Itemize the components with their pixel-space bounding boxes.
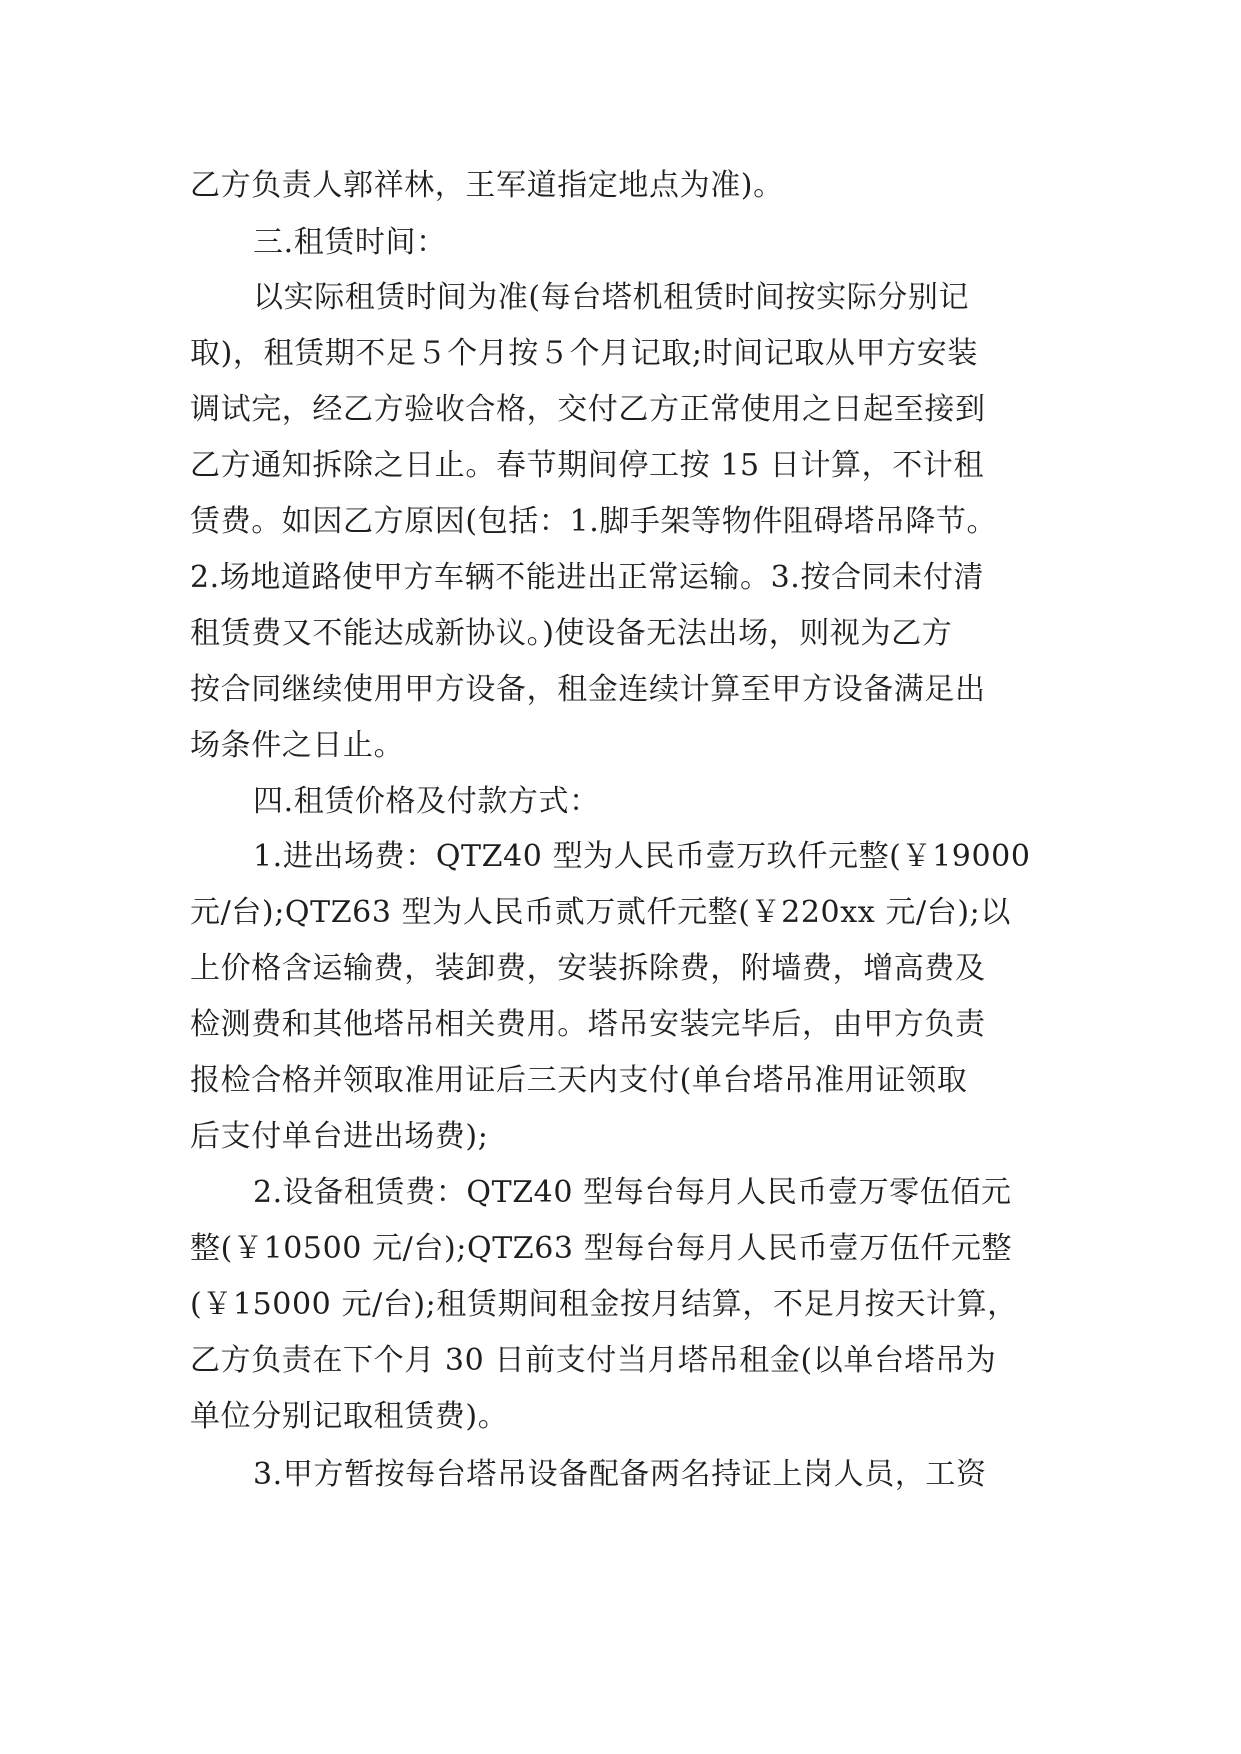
text-line: 检测费和其他塔吊相关费用。塔吊安装完毕后，由甲方负责 xyxy=(190,1007,986,1042)
section-heading: 四.租赁价格及付款方式： xyxy=(253,784,600,819)
text-line: 租赁费又不能达成新协议。)使设备无法出场，则视为乙方 xyxy=(190,616,953,651)
text-line: (￥15000 元/台);租赁期间租金按月结算，不足月按天计算， xyxy=(190,1287,1018,1322)
text-line: 按合同继续使用甲方设备，租金连续计算至甲方设备满足出 xyxy=(190,672,986,707)
text-line: 乙方通知拆除之日止。春节期间停工按 15 日计算，不计租 xyxy=(190,448,985,483)
text-line: 后支付单台进出场费); xyxy=(190,1119,489,1154)
text-line: 乙方负责在下个月 30 日前支付当月塔吊租金(以单台塔吊为 xyxy=(190,1343,997,1378)
text-line: 元/台);QTZ63 型为人民币贰万贰仟元整(￥220xx 元/台);以 xyxy=(190,895,1011,930)
text-line: 2.设备租赁费：QTZ40 型每台每月人民币壹万零伍佰元 xyxy=(253,1175,1012,1210)
text-line: 赁费。如因乙方原因(包括：1.脚手架等物件阻碍塔吊降节。 xyxy=(190,504,998,539)
text-line: 单位分别记取租赁费)。 xyxy=(190,1399,509,1434)
text-line: 乙方负责人郭祥林，王军道指定地点为准)。 xyxy=(190,168,784,203)
text-line: 取)，租赁期不足５个月按５个月记取;时间记取从甲方安装 xyxy=(190,336,979,371)
text-line: 场条件之日止。 xyxy=(190,728,405,763)
section-heading: 三.租赁时间： xyxy=(253,225,447,260)
text-line: 3.甲方暂按每台塔吊设备配备两名持证上岗人员，工资 xyxy=(253,1457,987,1492)
text-line: 报检合格并领取准用证后三天内支付(单台塔吊准用证领取 xyxy=(190,1063,968,1098)
text-line: 上价格含运输费，装卸费，安装拆除费，附墙费，增高费及 xyxy=(190,951,986,986)
text-line: 调试完，经乙方验收合格，交付乙方正常使用之日起至接到 xyxy=(190,392,986,427)
text-line: 2.场地道路使甲方车辆不能进出正常运输。3.按合同未付清 xyxy=(190,560,985,595)
text-line: 整(￥10500 元/台);QTZ63 型每台每月人民币壹万伍仟元整 xyxy=(190,1231,1013,1266)
text-line: 以实际租赁时间为准(每台塔机租赁时间按实际分别记 xyxy=(253,280,970,315)
text-line: 1.进出场费：QTZ40 型为人民币壹万玖仟元整(￥19000 xyxy=(253,839,1031,874)
